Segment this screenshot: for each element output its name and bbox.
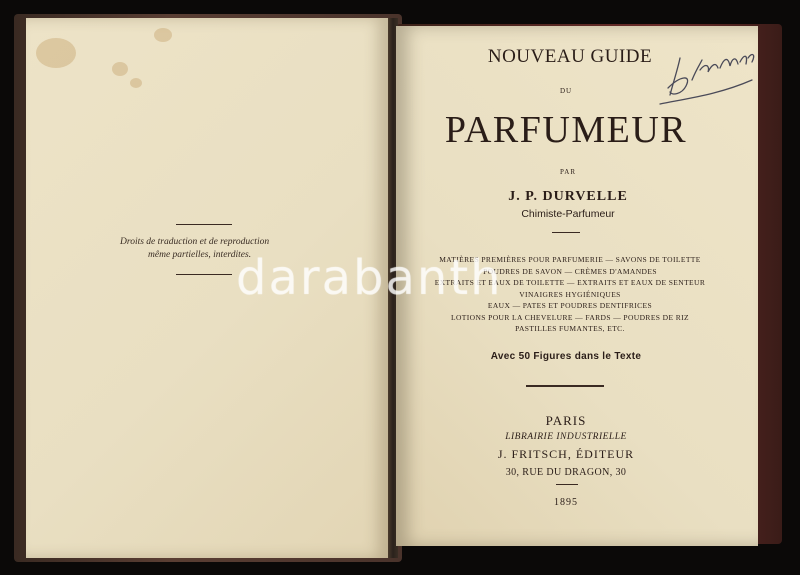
address-rule	[556, 484, 578, 485]
title-du: DU	[559, 87, 573, 95]
contents-line: VINAIGRES HYGIÉNIQUES	[519, 289, 621, 299]
rights-line-1: Droits de traduction et de reproduction	[120, 237, 270, 247]
publication-city: PARIS	[545, 413, 587, 428]
title-main: PARFUMEUR	[444, 109, 688, 151]
handwritten-signature	[640, 40, 760, 110]
foxing-stain	[154, 28, 172, 42]
figures-note: Avec 50 Figures dans le Texte	[490, 351, 642, 362]
watermark-text: darabanth	[236, 250, 503, 306]
publisher-name: J. FRITSCH, ÉDITEUR	[497, 447, 635, 461]
top-rule	[176, 224, 232, 225]
author-rule	[552, 232, 580, 233]
publication-year: 1895	[554, 497, 578, 508]
author-name: J. P. DURVELLE	[508, 189, 628, 204]
par-label: PAR	[560, 168, 576, 176]
publisher-address: 30, RUE DU DRAGON, 30	[505, 467, 627, 478]
contents-line: EAUX — PATES ET POUDRES DENTIFRICES	[487, 301, 653, 310]
library-name: LIBRAIRIE INDUSTRIELLE	[505, 432, 627, 442]
contents-line: PASTILLES FUMANTES, ETC.	[515, 324, 625, 333]
contents-line: EXTRAITS ET EAUX DE TOILETTE — EXTRAITS ET EAUX DE SENTEUR	[434, 278, 706, 287]
foxing-stain	[130, 78, 142, 88]
title-line-1: NOUVEAU GUIDE	[487, 46, 653, 67]
contents-line: LOTIONS POUR LA CHEVELURE — FARDS — POUDRES DE RIZ	[451, 312, 689, 322]
separator-rule	[526, 385, 604, 387]
rights-line-2: même partielles, interdites.	[148, 250, 252, 260]
contents-line: MATIÈRES PREMIÈRES POUR PARFUMERIE — SAVONS DE TOILETTE	[439, 255, 701, 264]
bottom-rule	[176, 274, 232, 275]
contents-line: POUDRES DE SAVON — CRÈMES D'AMANDES	[483, 266, 657, 276]
foxing-stain	[36, 38, 76, 68]
author-role: Chimiste-Parfumeur	[521, 208, 615, 220]
foxing-stain	[112, 62, 128, 76]
